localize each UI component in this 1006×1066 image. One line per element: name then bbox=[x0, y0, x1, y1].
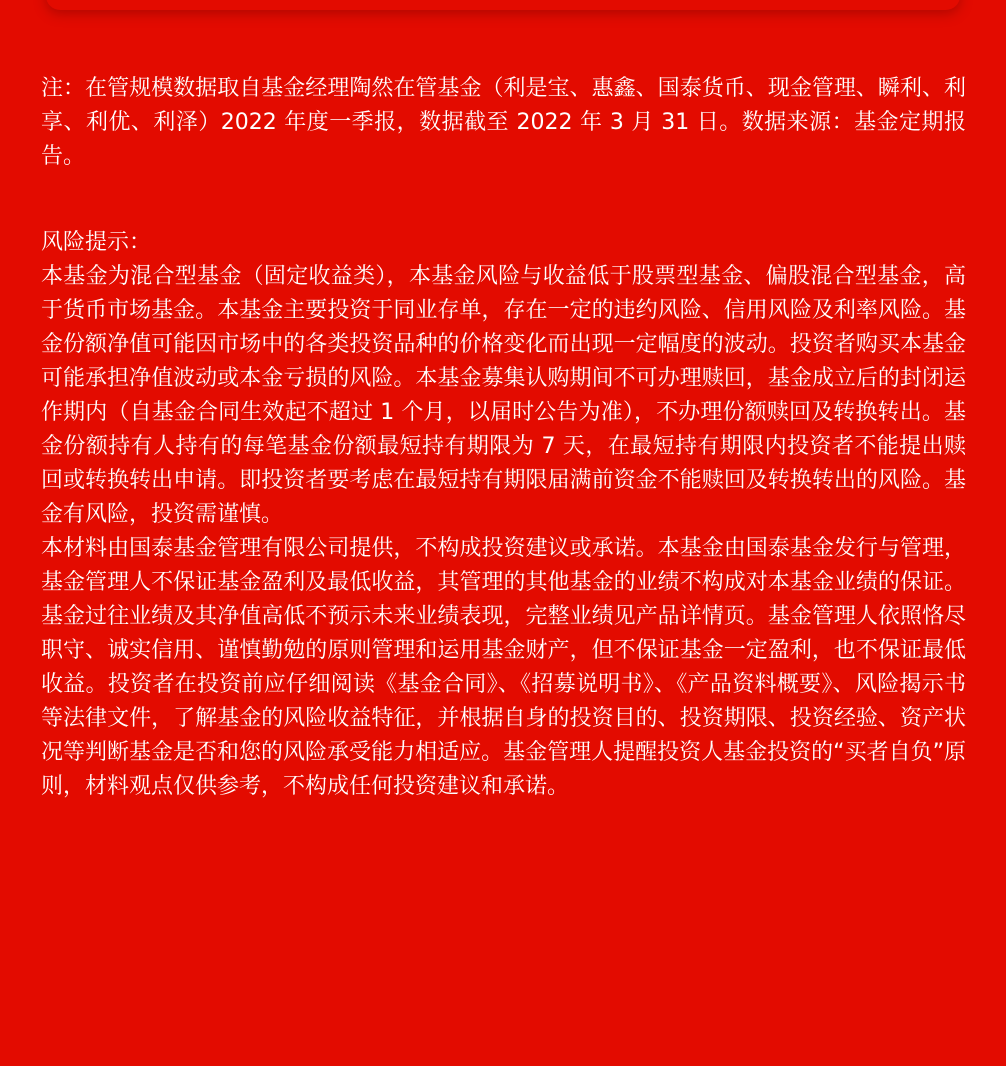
risk-warning-section bbox=[41, 226, 966, 804]
data-source-note: 注：在管规模数据取自基金经理陶然在管基金（利是宝、惠鑫、国泰货币、现金管理、瞬利、利享、利优、利泽）2022 年度一季报，数据截至 2022 年 3 月 31 日。数据来源：基金定期报告。 bbox=[41, 76, 966, 169]
disclaimer-content bbox=[41, 72, 966, 804]
risk-warning-heading: 风险提示： bbox=[41, 230, 152, 255]
risk-warning-paragraph-fund: 本基金为混合型基金（固定收益类），本基金风险与收益低于股票型基金、偏股混合型基金，高于货币市场基金。本基金主要投资于同业存单，存在一定的违约风险、信用风险及利率风险。基金份额净值可能因市场中的各类投资品种的价格变化而出现一定幅度的波动。投资者购买本基金可能承担净值波动或本金亏损的风险。本基金募集认购期间不可办理赎回，基金成立后的封闭运作期内（自基金合同生效起不超过 1 个月，以届时公告为准），不办理份额赎回及转换转出。基金份额持有人持有的每笔基金份额最短持有期限为 7 天，在最短持有期限内投资者不能提出赎回或转换转出申请。即投资者要考虑在最短持有期限届满前资金不能赎回及转换转出的风险。基金有风险，投资需谨慎。 bbox=[41, 264, 966, 527]
top-card-edge bbox=[46, 0, 960, 10]
risk-warning-paragraph-disclaimer: 本材料由国泰基金管理有限公司提供，不构成投资建议或承诺。本基金由国泰基金发行与管理，基金管理人不保证基金盈利及最低收益，其管理的其他基金的业绩不构成对本基金业绩的保证。基金过往业绩及其净值高低不预示未来业绩表现，完整业绩见产品详情页。基金管理人依照恪尽职守、诚实信用、谨慎勤勉的原则管理和运用基金财产，但不保证基金一定盈利，也不保证最低收益。投资者在投资前应仔细阅读《基金合同》、《招募说明书》、《产品资料概要》、风险揭示书等法律文件，了解基金的风险收益特征，并根据自身的投资目的、投资期限、投资经验、资产状况等判断基金是否和您的风险承受能力相适应。基金管理人提醒投资人基金投资的“买者自负”原则，材料观点仅供参考，不构成任何投资建议和承诺。 bbox=[41, 536, 966, 799]
